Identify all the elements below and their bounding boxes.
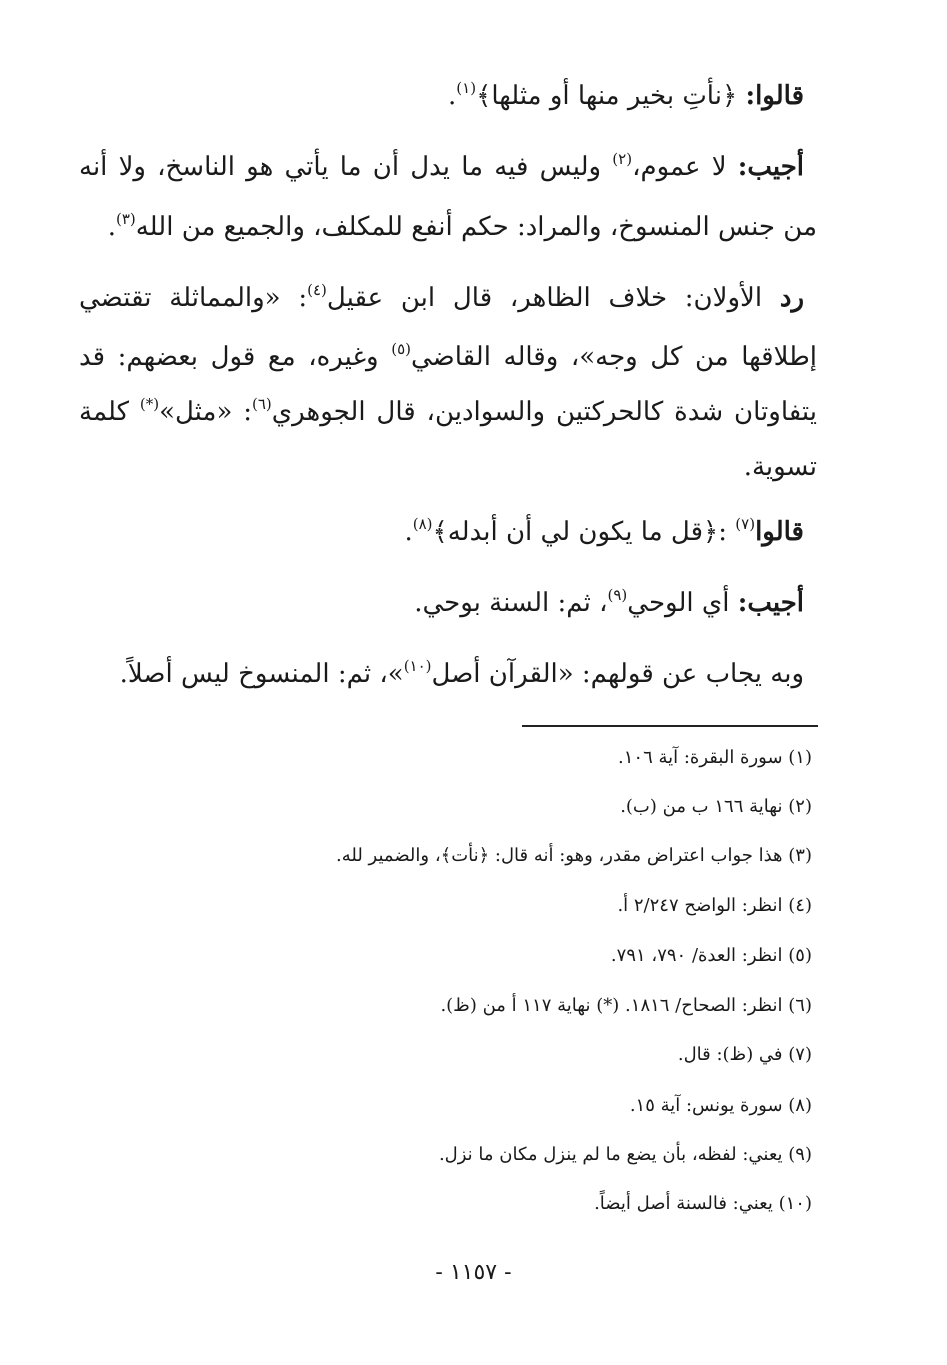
footnote-1: (١) سورة البقرة: آية ١٠٦. xyxy=(618,747,812,768)
answer-label: أجيب: xyxy=(737,152,805,182)
footnote-10: (١٠) يعني: فالسنة أصل أيضاً. xyxy=(594,1193,812,1214)
footnote-2: (٢) نهاية ١٦٦ ب من (ب). xyxy=(620,796,812,817)
footnote-ref[interactable]: (٢) xyxy=(612,150,633,168)
quran-quote: ﴿قل ما يكون لي أن أبدله﴾ xyxy=(432,517,719,547)
footnote-ref[interactable]: (٩) xyxy=(607,586,628,604)
footnote-ref[interactable]: (٨) xyxy=(412,515,433,533)
footnote-ref[interactable]: (*) xyxy=(139,395,160,413)
footnote-4: (٤) انظر: الواضح ٢/٢٤٧ أ. xyxy=(617,895,812,916)
footnote-3: (٣) هذا جواب اعتراض مقدر، وهو: أنه قال: ﴿نأت﴾، والضمير لله. xyxy=(336,845,812,866)
footnote-ref[interactable]: (٣) xyxy=(115,210,136,228)
footnote-6: (٦) انظر: الصحاح/ ١٨١٦. (*) نهاية ١١٧ أ من (ظ). xyxy=(440,995,812,1016)
body-line-5: إطلاقها من كل وجه»، وقاله القاضي$^{(٥)}$ وغيره، مع قول بعضهم: قد xyxy=(79,340,818,372)
footnote-7: (٧) في (ظ): قال. xyxy=(677,1044,812,1065)
body-line-7: تسوية. xyxy=(743,452,817,482)
body-line-1: قالوا: ﴿نأتِ بخير منها أو مثلها﴾$^{(١)}$. xyxy=(448,79,804,111)
body-line-2: أجيب: لا عموم،$^{(٢)}$ وليس فيه ما يدل أن ما يأتي هو الناسخ، ولا أنه xyxy=(79,150,805,182)
footnote-8: (٨) سورة يونس: آية ١٥. xyxy=(629,1095,812,1116)
body-line-4: رد الأولان: خلاف الظاهر، قال ابن عقيل$^{(٤)}$: «والمماثلة تقتضي xyxy=(79,281,804,313)
rebuttal-label: رد xyxy=(779,283,804,313)
answer-label: أجيب: xyxy=(737,588,804,618)
footnote-ref[interactable]: (٧) xyxy=(735,515,756,533)
footnote-ref[interactable]: (٦) xyxy=(252,395,272,413)
body-line-9: أجيب: أي الوحي$^{(٩)}$، ثم: السنة بوحي. xyxy=(414,586,804,618)
body-line-6: يتفاوتان شدة كالحركتين والسوادين، قال الجوهري$^{(٦)}$: «مثل»(*) كلمة xyxy=(79,395,817,427)
body-line-10: وبه يجاب عن قولهم: «القرآن أصل$^{(١٠)}$»، ثم: المنسوخ ليس أصلاً. xyxy=(119,657,804,689)
body-line-8: قالوا$^{(٧)}$ :﴿قل ما يكون لي أن أبدله﴾$^{(٨)}$. xyxy=(404,515,804,547)
footnote-ref[interactable]: (١) xyxy=(456,79,477,97)
footnote-separator xyxy=(522,725,818,727)
page-number: - ١١٥٧ - xyxy=(435,1260,512,1285)
body-line-3: من جنس المنسوخ، والمراد: حكم أنفع للمكلف، والجميع من الله$^{(٣)}$. xyxy=(107,210,817,242)
footnote-ref[interactable]: (١٠) xyxy=(403,657,432,675)
speaker-label: قالوا: xyxy=(745,81,804,111)
footnote-9: (٩) يعني: لفظه، بأن يضع ما لم ينزل مكان ما نزل. xyxy=(438,1144,812,1165)
footnote-ref[interactable]: (٥) xyxy=(391,340,411,358)
footnote-ref[interactable]: (٤) xyxy=(307,281,327,299)
footnote-5: (٥) انظر: العدة/ ٧٩٠، ٧٩١. xyxy=(610,945,812,966)
speaker-label: قالوا xyxy=(755,517,804,547)
quran-quote: ﴿نأتِ بخير منها أو مثلها﴾ xyxy=(476,81,738,111)
